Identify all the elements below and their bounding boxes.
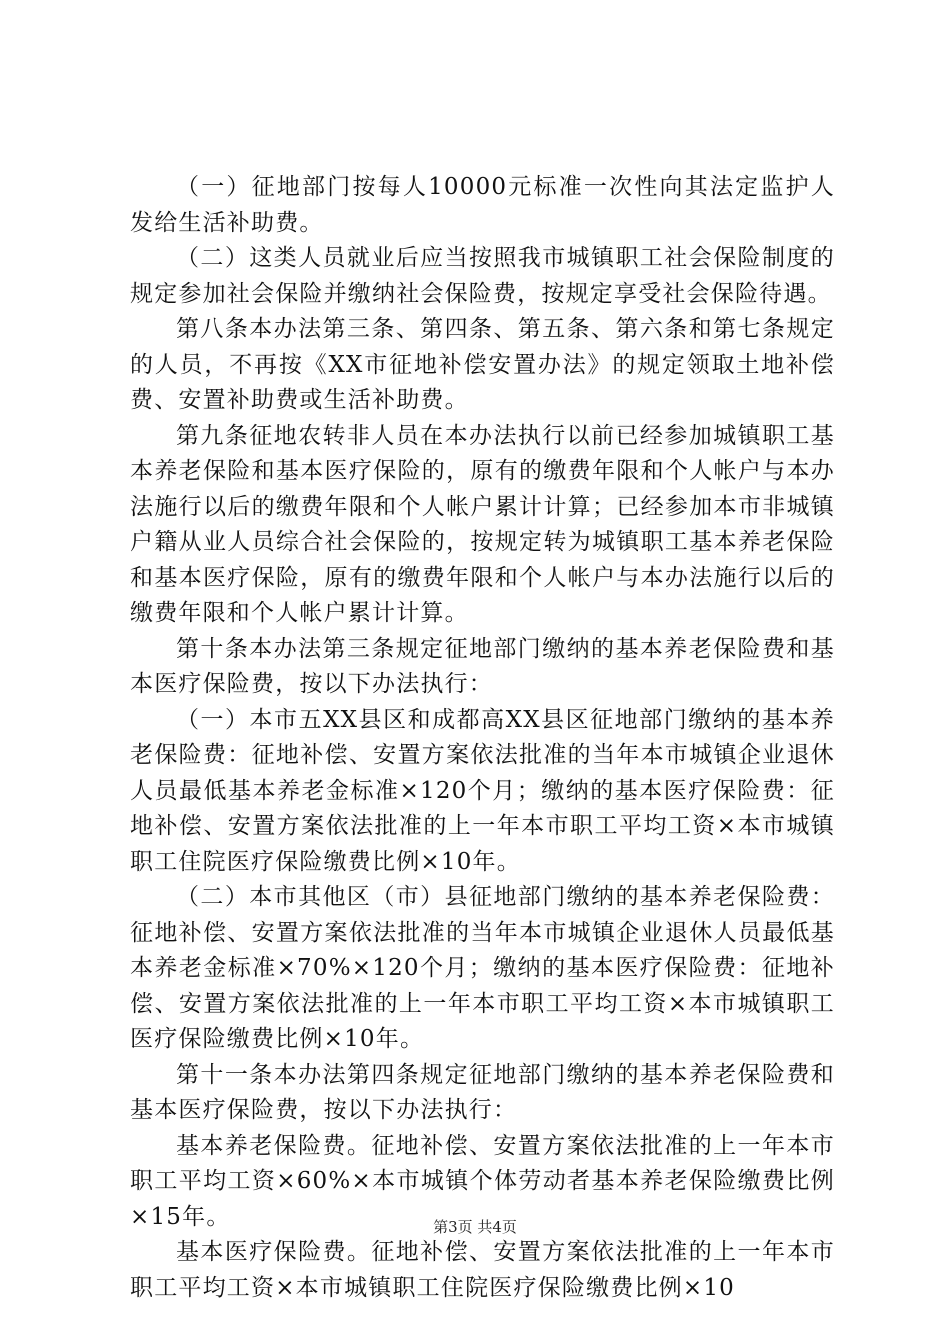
paragraph-7: （二）本市其他区（市）县征地部门缴纳的基本养老保险费：征地补偿、安置方案依法批准的当年本市城镇企业退休人员最低基本养老金标准×70%×120个月；缴纳的基本医疗保险费：征地补偿、安置方案依法批准的上一年本市职工平均工资×本市城镇职工医疗保险缴费比例×10年。 bbox=[130, 884, 835, 1052]
page-footer: 第3页 共4页 bbox=[433, 1218, 517, 1236]
paragraph-2: （二）这类人员就业后应当按照我市城镇职工社会保险制度的规定参加社会保险并缴纳社会保险费，按规定享受社会保险待遇。 bbox=[130, 245, 835, 307]
paragraph-8: 第十一条本办法第四条规定征地部门缴纳的基本养老保险费和基本医疗保险费，按以下办法执行： bbox=[130, 1061, 835, 1123]
paragraph-10: 基本医疗保险费。征地补偿、安置方案依法批准的上一年本市职工平均工资×本市城镇职工住院医疗保险缴费比例×10 bbox=[130, 1239, 835, 1301]
paragraph-1: （一）征地部门按每人10000元标准一次性向其法定监护人发给生活补助费。 bbox=[130, 174, 835, 236]
paragraph-4: 第九条征地农转非人员在本办法执行以前已经参加城镇职工基本养老保险和基本医疗保险的，原有的缴费年限和个人帐户与本办法施行以后的缴费年限和个人帐户累计计算；已经参加本市非城镇户籍从业人员综合社会保险的，按规定转为城镇职工基本养老保险和基本医疗保险，原有的缴费年限和个人帐户与本办法施行以后的缴费年限和个人帐户累计计算。 bbox=[130, 422, 835, 626]
paragraph-9: 基本养老保险费。征地补偿、安置方案依法批准的上一年本市职工平均工资×60%×本市城镇个体劳动者基本养老保险缴费比例×15年。 bbox=[130, 1132, 835, 1230]
document-body bbox=[130, 170, 835, 1306]
paragraph-3: 第八条本办法第三条、第四条、第五条、第六条和第七条规定的人员，不再按《XX市征地补偿安置办法》的规定领取土地补偿费、安置补助费或生活补助费。 bbox=[130, 316, 835, 413]
paragraph-5: 第十条本办法第三条规定征地部门缴纳的基本养老保险费和基本医疗保险费，按以下办法执行： bbox=[130, 635, 835, 697]
paragraph-6: （一）本市五XX县区和成都高XX县区征地部门缴纳的基本养老保险费：征地补偿、安置方案依法批准的当年本市城镇企业退休人员最低基本养老金标准×120个月；缴纳的基本医疗保险费：征地补偿、安置方案依法批准的上一年本市职工平均工资×本市城镇职工住院医疗保险缴费比例×10年。 bbox=[130, 706, 835, 875]
